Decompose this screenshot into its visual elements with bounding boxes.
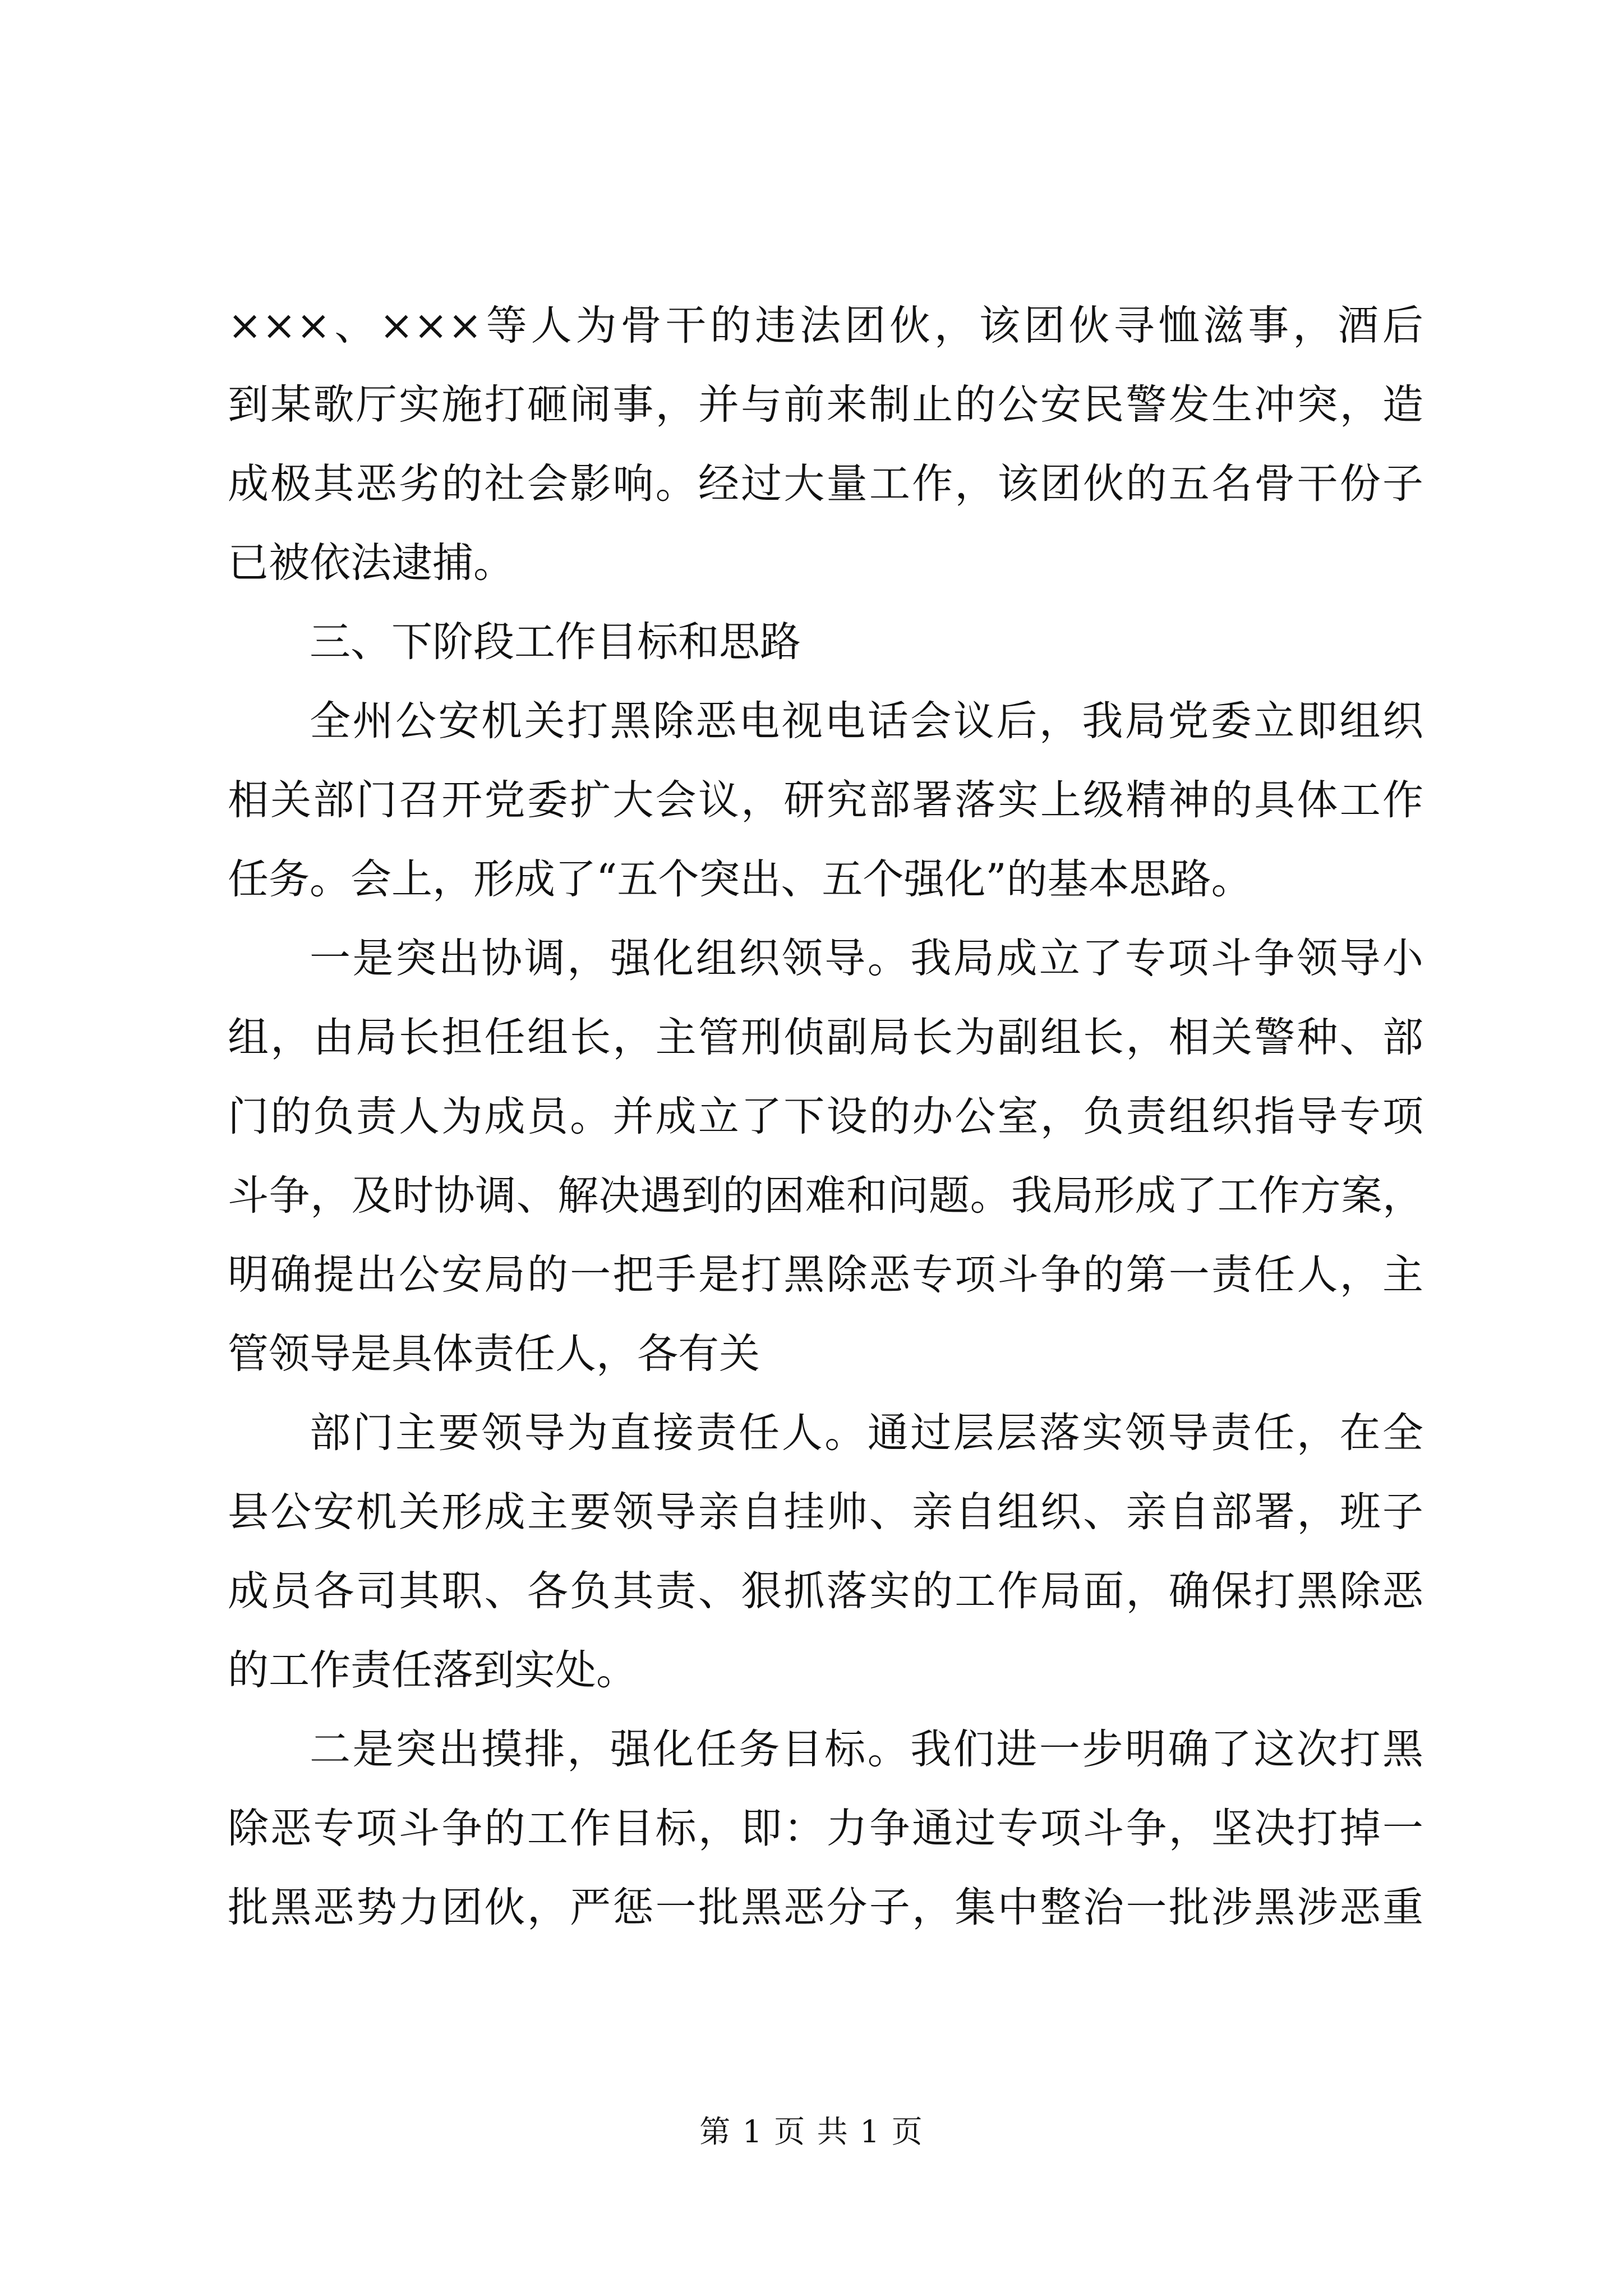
body-line: 到某歌厅实施打砸闹事，并与前来制止的公安民警发生冲突，造 bbox=[228, 381, 1423, 429]
section-heading: 三、下阶段工作目标和思路 bbox=[310, 618, 801, 666]
body-line: 门的负责人为成员。并成立了下设的办公室，负责组织指导专项 bbox=[228, 1093, 1423, 1140]
body-line: 组，由局长担任组长，主管刑侦副局长为副组长，相关警种、部 bbox=[228, 1014, 1423, 1061]
body-line: 除恶专项斗争的工作目标，即：力争通过专项斗争，坚决打掉一 bbox=[228, 1805, 1423, 1852]
body-line: 斗争，及时协调、解决遇到的困难和问题。我局形成了工作方案， bbox=[228, 1172, 1423, 1220]
body-line: 部门主要领导为直接责任人。通过层层落实领导责任，在全 bbox=[310, 1409, 1423, 1457]
body-line: ×××、×××等人为骨干的违法团伙，该团伙寻恤滋事，酒后 bbox=[228, 302, 1423, 349]
body-line: 相关部门召开党委扩大会议，研究部署落实上级精神的具体工作 bbox=[228, 776, 1423, 824]
body-line: 成极其恶劣的社会影响。经过大量工作，该团伙的五名骨干份子 bbox=[228, 460, 1423, 508]
body-line: 二是突出摸排，强化任务目标。我们进一步明确了这次打黑 bbox=[310, 1726, 1423, 1773]
body-line: 管领导是具体责任人，各有关 bbox=[228, 1330, 760, 1378]
body-line: 明确提出公安局的一把手是打黑除恶专项斗争的第一责任人，主 bbox=[228, 1251, 1423, 1299]
body-line: 的工作责任落到实处。 bbox=[228, 1646, 637, 1694]
body-line: 一是突出协调，强化组织领导。我局成立了专项斗争领导小 bbox=[310, 935, 1423, 982]
body-line: 任务。会上，形成了“五个突出、五个强化”的基本思路。 bbox=[228, 855, 1252, 903]
document-body bbox=[228, 286, 1423, 1947]
body-line: 批黑恶势力团伙，严惩一批黑恶分子，集中整治一批涉黑涉恶重 bbox=[228, 1884, 1423, 1931]
body-line: 成员各司其职、各负其责、狠抓落实的工作局面，确保打黑除恶 bbox=[228, 1567, 1423, 1615]
page-footer bbox=[0, 2112, 1623, 2151]
page-number: 第 1 页 共 1 页 bbox=[699, 2114, 924, 2150]
body-line: 已被依法逮捕。 bbox=[228, 539, 514, 587]
body-line: 全州公安机关打黑除恶电视电话会议后，我局党委立即组织 bbox=[310, 697, 1423, 745]
body-line: 县公安机关形成主要领导亲自挂帅、亲自组织、亲自部署，班子 bbox=[228, 1488, 1423, 1536]
